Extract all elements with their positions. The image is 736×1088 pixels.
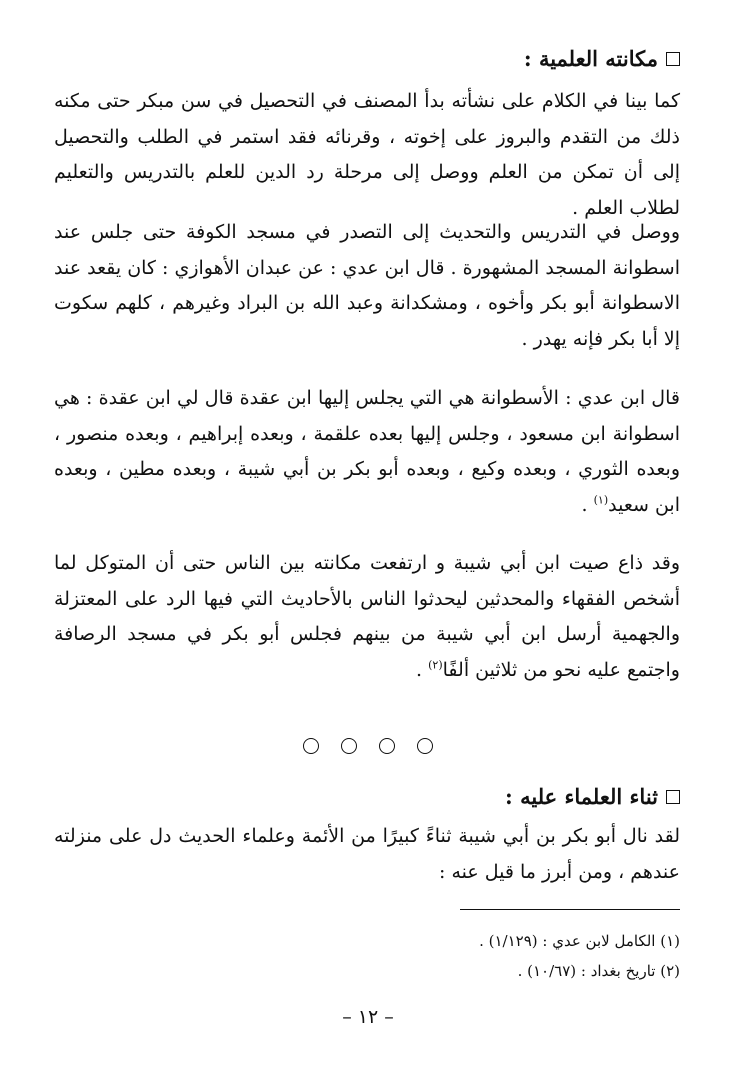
footnote-1: (١) الكامل لابن عدي : (١/١٢٩) . — [479, 932, 680, 950]
circle-ornament-icon — [379, 738, 395, 754]
circle-ornament-icon — [417, 738, 433, 754]
section-divider — [0, 738, 736, 758]
footnote-ref-1: (١) — [593, 493, 609, 507]
heading-text: مكانته العلمية : — [523, 46, 658, 71]
paragraph-4 — [54, 546, 680, 688]
heading-text: ثناء العلماء عليه : — [505, 784, 658, 809]
paragraph-3 — [54, 381, 680, 523]
square-bullet-icon — [666, 52, 680, 66]
square-bullet-icon — [666, 790, 680, 804]
paragraph-4-text: وقد ذاع صيت ابن أبي شيبة و ارتفعت مكانته بين الناس حتى أن المتوكل لما أشخص الفقهاء والمحدثين ليحدثوا الناس بالأحاديث التي فيها الرد على المعتزلة والجهمية أرسل ابن أبي شيبة من بينهم فجلس أبو بكر في مسجد الرصافة واجتمع عليه نحو من ثلاثين ألفًا — [54, 552, 680, 681]
footnote-2: (٢) تاريخ بغداد : (١٠/٦٧) . — [517, 962, 680, 980]
paragraph-2: ووصل في التدريس والتحديث إلى التصدر في مسجد الكوفة حتى جلس عند اسطوانة المسجد المشهورة . قال ابن عدي : عن عبدان الأهوازي : كان يقعد عند الاسطوانة أبو بكر وأخوه ، ومشكدانة وعبد الله بن البراد وغيرهم ، كلهم سكوت إلا أبا بكر فإنه يهدر . — [54, 221, 680, 350]
section-heading-scholarly-status — [54, 42, 680, 76]
circle-ornament-icon — [341, 738, 357, 754]
paragraph-4-end: . — [416, 658, 429, 681]
paragraph-1: كما بينا في الكلام على نشأته بدأ المصنف في التحصيل في سن مبكر حتى مكنه ذلك من التقدم والبروز على إخوته ، وقرنائه فقد استمر في الطلب والتحصيل إلى أن تمكن من العلم ووصل إلى مرحلة رد الدين للعلم بالتدريس والتعليم لطلاب العلم . — [54, 90, 680, 219]
circle-ornament-icon — [303, 738, 319, 754]
page-number: – ١٢ – — [342, 1006, 394, 1028]
paragraph-5: لقد نال أبو بكر بن أبي شيبة ثناءً كبيرًا من الأئمة وعلماء الحديث دل على منزلته عندهم ، ومن أبرز ما قيل عنه : — [54, 825, 680, 883]
paragraph-3-end: . — [581, 493, 594, 516]
footnote-separator — [460, 909, 680, 910]
footnote-ref-2: (٢) — [428, 658, 443, 672]
paragraph-3-text: قال ابن عدي : الأسطوانة هي التي يجلس إليها ابن عقدة قال لي ابن عقدة : هي اسطوانة ابن مسعود ، وجلس إليها بعده علقمة ، وبعده إبراهيم ، وبعده منصور ، وبعده الثوري ، وبعده وكيع ، وبعده أبو بكر بن أبي شيبة ، وبعده مطين ، وبعده ابن سعيد — [54, 387, 680, 516]
section-heading-scholars-praise — [54, 780, 680, 814]
